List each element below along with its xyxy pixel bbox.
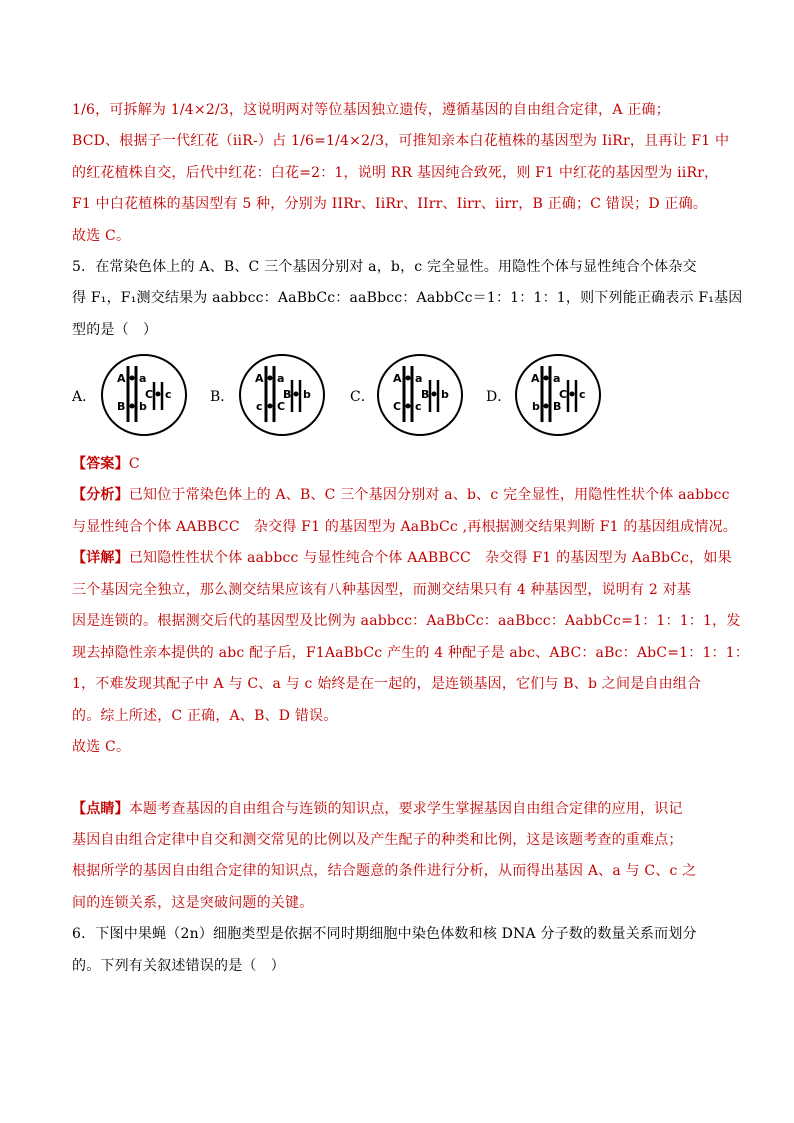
prev-explanation-line: F1 中白花植株的基因型有 5 种，分别为 IIRr、IiRr、IIrr、Iirr、iirr，B 正确；C 错误；D 正确。 bbox=[72, 196, 708, 212]
question5-stem: 型的是（ ） bbox=[72, 322, 158, 338]
question6-stem: 6．下图中果蝇（2n）细胞类型是依据不同时期细胞中染色体数和核 DNA 分子数的数量关系而划分 bbox=[72, 926, 697, 942]
allele-label: a bbox=[553, 372, 561, 385]
allele-label: B bbox=[283, 388, 292, 401]
prev-explanation-line: 的红花植株自交，后代中红花：白花=2：1，说明 RR 基因纯合致死，则 F1 中红花的基因型为 iiRr， bbox=[72, 165, 719, 181]
question5-stem: 5．在常染色体上的 A、B、C 三个基因分别对 a，b，c 完全显性。用隐性个体与显性纯合个体杂交 bbox=[72, 259, 697, 275]
allele-label: A bbox=[393, 372, 402, 385]
option-letter: A． bbox=[72, 389, 97, 405]
option-b-cell-diagram bbox=[238, 352, 338, 438]
allele-label: c bbox=[579, 388, 586, 401]
detail-line: 三个基因完全独立，那么测交结果应该有八种基因型，而测交结果只有 4 种基因型，说明有 2 对基 bbox=[72, 582, 692, 598]
answer-line bbox=[72, 454, 734, 474]
allele-label: a bbox=[415, 372, 423, 385]
allele-label: C bbox=[145, 388, 154, 401]
allele-label: b bbox=[139, 400, 147, 413]
detail-line: 因是连锁的。根据测交后代的基因型及比例为 aabbcc：AaBbCc：aaBbcc：AabbCc=1：1：1：1，发 bbox=[72, 613, 741, 629]
answer-label: 【答案】 bbox=[72, 456, 129, 472]
detail-line: 现去掉隐性亲本提供的 abc 配子后，F1AaBbCc 产生的 4 种配子是 abc、ABC：aBc：AbC=1：1：1： bbox=[72, 645, 750, 661]
allele-label: B bbox=[117, 400, 126, 413]
allele-label: c bbox=[256, 400, 263, 413]
question6-stem: 的。下列有关叙述错误的是（ ） bbox=[72, 958, 285, 974]
allele-label: b bbox=[532, 400, 540, 413]
question5-stem: 得 F₁，F₁测交结果为 aabbcc：AaBbCc：aaBbcc：AabbCc＝1：1：1：1，则下列能正确表示 F₁基因 bbox=[72, 290, 743, 306]
allele-label: C bbox=[393, 400, 402, 413]
prev-explanation-line: 1/6，可拆解为 1/4×2/3，这说明两对等位基因独立遗传，遵循基因的自由组合定律，A 正确； bbox=[72, 102, 670, 118]
option-letter: C． bbox=[350, 389, 375, 405]
comment-line: 基因自由组合定律中自交和测交常见的比例以及产生配子的种类和比例，这是该题考查的重难点； bbox=[72, 832, 683, 848]
allele-label: A bbox=[531, 372, 540, 385]
answer-value: C bbox=[128, 456, 140, 472]
allele-label: b bbox=[303, 388, 311, 401]
allele-label: B bbox=[553, 400, 562, 413]
allele-label: a bbox=[139, 372, 147, 385]
option-a-cell-diagram bbox=[100, 352, 200, 438]
detail-conclusion: 故选 C。 bbox=[72, 739, 131, 755]
comment-line: 【点睛】本题考查基因的自由组合与连锁的知识点，要求学生掌握基因自由组合定律的应用，识记 bbox=[72, 801, 683, 817]
analysis-line: 与显性纯合个体 AABBCC 杂交得 F1 的基因型为 AaBbCc ,再根据测交结果判断 F1 的基因组成情况。 bbox=[72, 519, 737, 535]
analysis-line: 【分析】已知位于常染色体上的 A、B、C 三个基因分别对 a、b、c 完全显性，用隐性性状个体 aabbcc bbox=[72, 487, 730, 503]
comment-line: 间的连锁关系，这是突破问题的关键。 bbox=[72, 895, 314, 911]
option-letter: D． bbox=[486, 389, 512, 405]
detail-line: 【详解】已知隐性性状个体 aabbcc 与显性纯合个体 AABBCC 杂交得 F1 的基因型为 AaBbCc，如果 bbox=[72, 550, 732, 566]
comment-label: 【点睛】 bbox=[72, 801, 129, 817]
prev-explanation-line: BCD、根据子一代红花（iiR-）占 1/6=1/4×2/3，可推知亲本白花植株的基因型为 IiRr，且再让 F1 中 bbox=[72, 133, 730, 149]
allele-label: C bbox=[277, 400, 286, 413]
option-c-cell-diagram bbox=[376, 352, 476, 438]
allele-label: B bbox=[421, 388, 430, 401]
option-d-cell-diagram bbox=[514, 352, 614, 438]
allele-label: c bbox=[415, 400, 422, 413]
allele-label: A bbox=[117, 372, 126, 385]
detail-line: 1，不难发现其配子中 A 与 C、a 与 c 始终是在一起的，是连锁基因，它们与 B、b 之间是自由组合 bbox=[72, 676, 702, 692]
question5-options bbox=[72, 352, 732, 438]
analysis-label: 【分析】 bbox=[72, 487, 129, 503]
comment-line: 根据所学的基因自由组合定律的知识点，结合题意的条件进行分析，从而得出基因 A、a 与 C、c 之 bbox=[72, 863, 697, 879]
allele-label: a bbox=[277, 372, 285, 385]
allele-label: A bbox=[255, 372, 264, 385]
allele-label: C bbox=[559, 388, 568, 401]
detail-line: 的。综上所述，C 正确，A、B、D 错误。 bbox=[72, 708, 338, 724]
allele-label: b bbox=[441, 388, 449, 401]
allele-label: c bbox=[165, 388, 172, 401]
detail-label: 【详解】 bbox=[72, 550, 129, 566]
option-letter: B． bbox=[210, 389, 235, 405]
prev-conclusion: 故选 C。 bbox=[72, 228, 131, 244]
